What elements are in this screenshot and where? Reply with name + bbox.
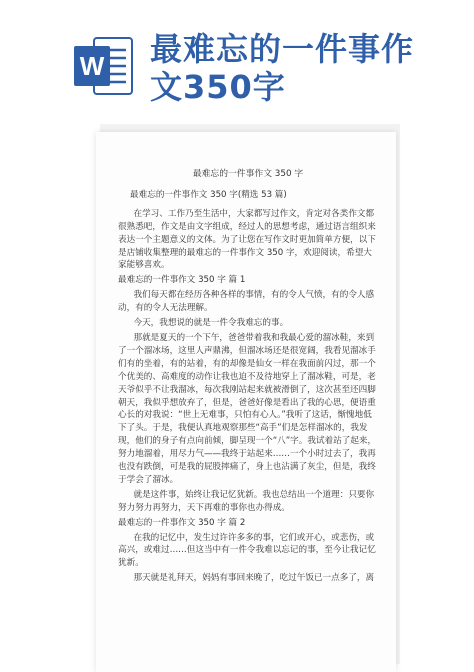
- intro-paragraph: 在学习、工作乃至生活中，大家都写过作文，肯定对各类作文都很熟悉吧，作文是由文字组成，经过人的思想考虑，通过语言组织来表达一个主题意义的文体。为了让您在写作文时更加简单方便，以下是店铺收集整理的最难忘的一件事作文 350 字，欢迎阅读，希望大家能够喜欢。: [118, 208, 376, 271]
- word-document-icon: [72, 34, 134, 98]
- section-1-paragraph-2: 今天，我想说的就是一件令我难忘的事。: [133, 318, 289, 329]
- document-subtitle: 最难忘的一件事作文 350 字(精选 53 篇): [130, 189, 287, 200]
- cover-title-line1: 最难忘的一件事作: [150, 30, 415, 68]
- section-1-paragraph-4: 就是这件事，始终让我记忆犹新。我也总结出一个道理：只要你努力努力再努力，天下再难的事你也办得成。: [118, 489, 375, 513]
- cover-title: [150, 30, 460, 106]
- document-title: 最难忘的一件事作文 350 字: [192, 169, 304, 179]
- document-body: [118, 168, 378, 587]
- section-1-heading: 最难忘的一件事作文 350 字 篇 1: [118, 275, 246, 286]
- svg-text:W: W: [79, 51, 105, 81]
- section-2-paragraph-2: 那天就是礼拜天，妈妈有事回来晚了，吃过午饭已一点多了，离: [133, 573, 375, 584]
- cover-title-line2: 文350字: [150, 68, 286, 106]
- section-2-paragraph-1: 在我的记忆中，发生过许许多多的事，它们或开心，或悲伤，或高兴，或难过……但这当中有一件令我难以忘记的事，至今让我记忆犹新。: [118, 532, 376, 569]
- section-1-paragraph-1: 我们每天都在经历各种各样的事情，有的令人气愤，有的令人感动，有的令人无法理解。: [118, 290, 375, 314]
- section-2-heading: 最难忘的一件事作文 350 字 篇 2: [118, 517, 246, 528]
- section-1-paragraph-3: 那就是夏天的一个下午，爸爸带着我和我最心爱的溜冰鞋，来到了一个溜冰场，这里人声鼎沸，但溜冰场还是很宽阔，我看见溜冰手们有的坐着，有的站着，有的却像是仙女一样在我面前闪过，那一个个优美的、高难度的动作让我也迫不及待地穿上了溜冰鞋，可是，老天爷似乎不让我溜冰，每次我刚站起来就被滑倒了，这次甚至还四脚朝天，我似乎想放弃了，但是，爸爸好像是看出了我的心思，便语重心长的对我说：“世上无难事，只怕有心人。”我听了这话，惭愧地低下了头。于是，我便认真地观察那些“高手”们是怎样溜冰的，我发现，他们的身子有点向前倾，脚呈现一个“八”字。我试着站了起来，努力地溜着，用尽力气——我终于站起来……一个小时过去了，我再也没有跌倒，可是我的屁股摔痛了，身上也沾满了灰尘，但是，我终于学会了溜冰。: [118, 332, 377, 485]
- cover-header: [0, 0, 474, 118]
